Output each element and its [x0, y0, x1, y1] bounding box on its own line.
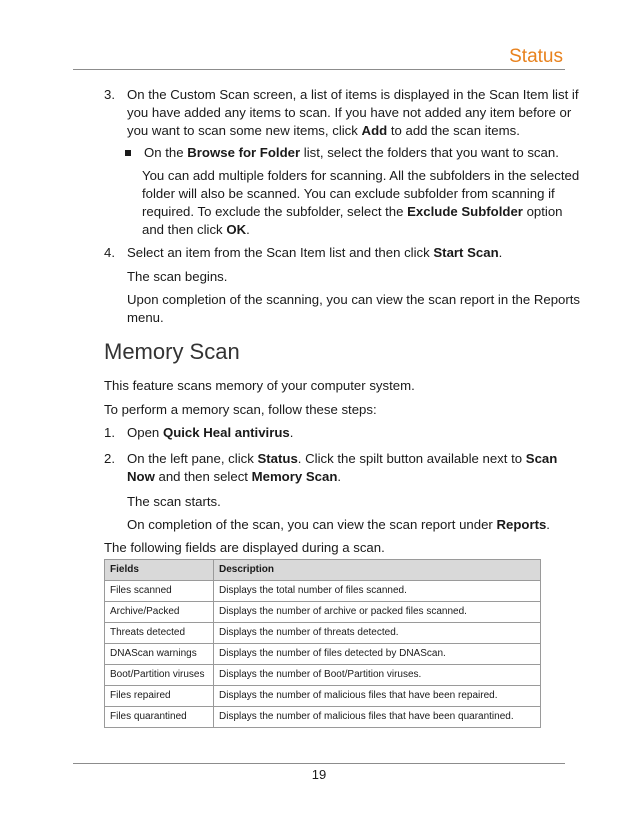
step-4-text: Select an item from the Scan Item list and then click Start Scan. — [127, 245, 503, 260]
note-1-line-4: and then click OK. — [142, 222, 250, 237]
section-heading-memory-scan: Memory Scan — [104, 339, 240, 364]
memory-step-2-line-2: Now and then select Memory Scan. — [127, 469, 342, 484]
running-header-title: Status — [509, 46, 563, 67]
note-1-line-2: folder will also be scanned. You can exclude subfolder from scanning if — [142, 186, 555, 201]
table-header-row — [105, 560, 541, 581]
scan-fields-table — [104, 559, 541, 728]
field-name: Files quarantined — [105, 707, 214, 728]
memory-step-2-line-1: On the left pane, click Status. Click the spilt button available next to Scan — [127, 451, 558, 466]
field-name: Files repaired — [105, 686, 214, 707]
step-4-number: 4. — [104, 245, 115, 260]
header-description: Description — [214, 560, 541, 581]
steps-intro: To perform a memory scan, follow these steps: — [104, 402, 377, 417]
note-3-line-1: The scan starts. — [127, 494, 221, 509]
field-name: Boot/Partition viruses — [105, 665, 214, 686]
table-row — [105, 686, 541, 707]
field-name: Files scanned — [105, 581, 214, 602]
step-3-line-1: On the Custom Scan screen, a list of items is displayed in the Scan Item list if — [127, 87, 579, 102]
field-description: Displays the number of malicious files that have been quarantined. — [214, 707, 541, 728]
field-description: Displays the number of threats detected. — [214, 623, 541, 644]
table-row — [105, 581, 541, 602]
field-description: Displays the number of malicious files that have been repaired. — [214, 686, 541, 707]
table-row — [105, 665, 541, 686]
memory-step-1-text: Open Quick Heal antivirus. — [127, 425, 294, 440]
fields-intro: The following fields are displayed during a scan. — [104, 540, 385, 555]
note-2-line-2: Upon completion of the scanning, you can view the scan report in the Reports — [127, 292, 581, 307]
note-1-line-1: You can add multiple folders for scanning. All the subfolders in the selected — [142, 168, 580, 183]
note-1-line-3: required. To exclude the subfolder, select the Exclude Subfolder option — [142, 204, 563, 219]
table-row — [105, 602, 541, 623]
note-2-line-1: The scan begins. — [127, 269, 228, 284]
field-description: Displays the number of files detected by DNAScan. — [214, 644, 541, 665]
field-name: Threats detected — [105, 623, 214, 644]
step-3-line-3: you want to scan some new items, click Add to add the scan items. — [127, 123, 520, 138]
section-intro: This feature scans memory of your computer system. — [104, 378, 415, 393]
page-number: 19 — [311, 767, 327, 782]
bullet-browse-folder: On the Browse for Folder list, select the folders that you want to scan. — [144, 145, 559, 160]
table-row — [105, 644, 541, 665]
note-2-line-3: menu. — [127, 310, 164, 325]
header-rule — [73, 69, 565, 70]
footer-rule — [73, 763, 565, 764]
step-3-number: 3. — [104, 87, 115, 102]
field-name: DNAScan warnings — [105, 644, 214, 665]
step-3-line-2: you have added any items to scan. If you have not added any item before or — [127, 105, 572, 120]
bullet-marker — [125, 150, 131, 156]
field-name: Archive/Packed — [105, 602, 214, 623]
header-fields: Fields — [105, 560, 214, 581]
field-description: Displays the total number of files scanned. — [214, 581, 541, 602]
memory-step-2-number: 2. — [104, 451, 115, 466]
memory-step-1-number: 1. — [104, 425, 115, 440]
table-row — [105, 707, 541, 728]
table-row — [105, 623, 541, 644]
field-description: Displays the number of archive or packed files scanned. — [214, 602, 541, 623]
note-3-line-2: On completion of the scan, you can view the scan report under Reports. — [127, 517, 550, 532]
field-description: Displays the number of Boot/Partition viruses. — [214, 665, 541, 686]
